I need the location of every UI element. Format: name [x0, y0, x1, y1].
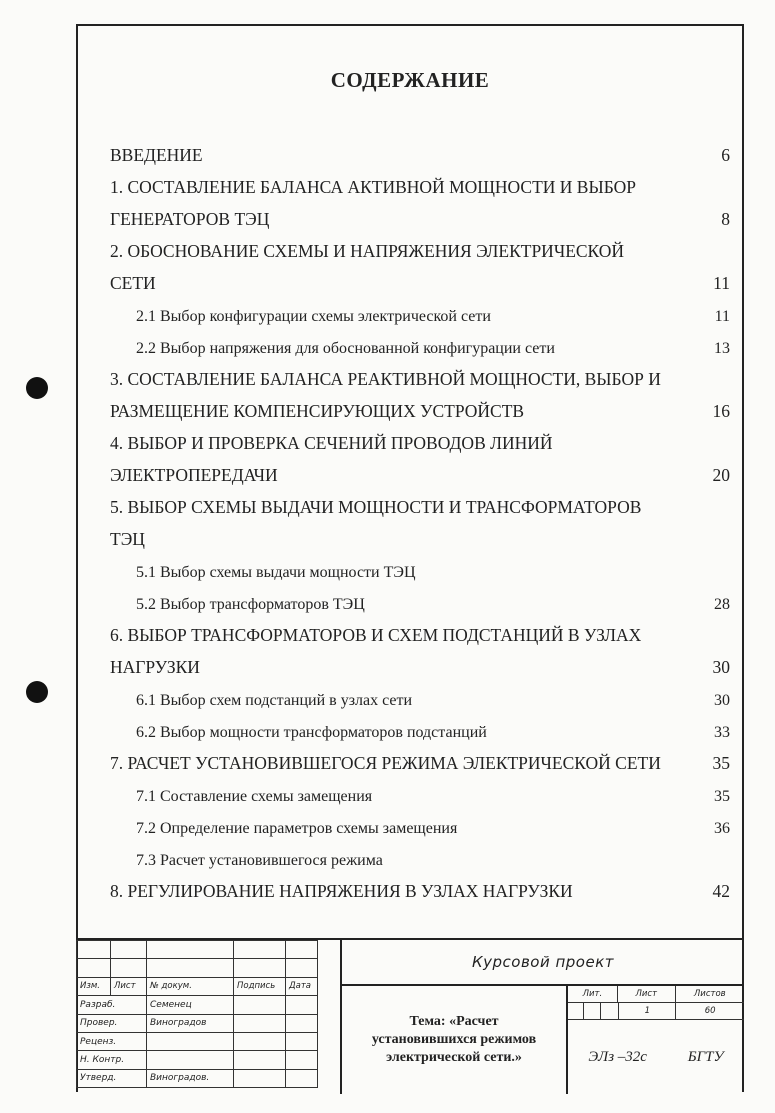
sheet-value: 1: [619, 1003, 676, 1019]
toc-page-number: 36: [714, 820, 730, 837]
toc-entry-text: 3. СОСТАВЛЕНИЕ БАЛАНСА РЕАКТИВНОЙ МОЩНОСТИ, ВЫБОР И: [110, 369, 661, 389]
toc-row: [110, 390, 730, 422]
toc-page-number: 20: [712, 465, 730, 485]
toc-entry-text: 7.3 Расчет установившегося режима: [136, 852, 383, 869]
toc-page-number: 42: [712, 881, 730, 901]
toc-entry-text: НАГРУЗКИ: [110, 657, 200, 677]
toc-entry-text: 8. РЕГУЛИРОВАНИЕ НАПРЯЖЕНИЯ В УЗЛАХ НАГРУЗКИ: [110, 881, 573, 901]
role-name: Виноградов: [147, 1014, 234, 1032]
header-list: Лист: [111, 977, 147, 995]
toc-row: [110, 230, 730, 262]
toc-row: [110, 774, 730, 806]
punch-hole-icon: [26, 377, 48, 399]
toc-entry-text: ВВЕДЕНИЕ: [110, 145, 203, 165]
group-code: ЭЛз –32с: [588, 1048, 647, 1065]
toc-entry-text: 7.1 Составление схемы замещения: [136, 788, 373, 805]
lit-label: Лит.: [568, 986, 618, 1002]
toc-entry-text: 5. ВЫБОР СХЕМЫ ВЫДАЧИ МОЩНОСТИ И ТРАНСФОРМАТОРОВ: [110, 497, 642, 517]
role-name: Виноградов.: [147, 1069, 234, 1087]
toc-entry-text: 6.2 Выбор мощности трансформаторов подстанций: [136, 724, 487, 741]
role-label: Н. Контр.: [77, 1051, 147, 1069]
header-doc: № докум.: [147, 977, 234, 995]
toc-entry-text: 5.1 Выбор схемы выдачи мощности ТЭЦ: [136, 564, 416, 581]
toc-page-number: 6: [721, 145, 730, 165]
role-name: Семенец: [147, 996, 234, 1014]
toc-entry-text: 6.1 Выбор схем подстанций в узлах сети: [136, 692, 413, 709]
toc-entry-text: 6. ВЫБОР ТРАНСФОРМАТОРОВ И СХЕМ ПОДСТАНЦИЙ В УЗЛАХ: [110, 625, 642, 645]
toc-row: [110, 646, 730, 678]
toc-entry-text: 5.2 Выбор трансформаторов ТЭЦ: [136, 596, 365, 613]
toc-row: [110, 806, 730, 838]
toc-entry-text: 4. ВЫБОР И ПРОВЕРКА СЕЧЕНИЙ ПРОВОДОВ ЛИНИЙ: [110, 433, 553, 453]
toc-row: [110, 454, 730, 486]
toc-page-number: 35: [714, 788, 730, 805]
toc-row: [110, 486, 730, 518]
toc-page-number: 8: [721, 209, 730, 229]
toc-row: [110, 678, 730, 710]
toc-row: [110, 870, 730, 902]
toc-entry-text: СЕТИ: [110, 273, 156, 293]
toc-page-number: 30: [714, 692, 730, 709]
theme-line: электрической сети.»: [386, 1050, 522, 1065]
university-name: БГТУ: [687, 1048, 724, 1065]
toc-page-number: 13: [714, 340, 730, 357]
toc-row: [110, 262, 730, 294]
toc-page-number: 28: [714, 596, 730, 613]
toc-row: [110, 838, 730, 870]
sheet-label: Лист: [618, 986, 676, 1002]
toc-row: [110, 326, 730, 358]
toc-row: [110, 294, 730, 326]
toc-entry-text: 2. ОБОСНОВАНИЕ СХЕМЫ И НАПРЯЖЕНИЯ ЭЛЕКТРИЧЕСКОЙ: [110, 241, 625, 261]
sheets-label: Листов: [693, 989, 726, 999]
toc-entry-text: 7.2 Определение параметров схемы замещения: [136, 820, 458, 837]
toc-page-number: 16: [712, 401, 730, 421]
toc-entry-text: 1. СОСТАВЛЕНИЕ БАЛАНСА АКТИВНОЙ МОЩНОСТИ И ВЫБОР: [110, 177, 637, 197]
page-title: СОДЕРЖАНИЕ: [330, 68, 490, 92]
theme-box: [340, 986, 566, 1094]
toc-entry-text: 7. РАСЧЕТ УСТАНОВИВШЕГОСЯ РЕЖИМА ЭЛЕКТРИЧЕСКОЙ СЕТИ: [110, 753, 661, 773]
sheet-info: [566, 986, 744, 1094]
toc-row: [110, 742, 730, 774]
role-name: [147, 1032, 234, 1050]
role-label: Провер.: [77, 1014, 147, 1032]
toc-page-number: 11: [713, 273, 730, 293]
toc-row: [110, 614, 730, 646]
toc-page-number: 30: [712, 657, 730, 677]
sheets-value: 60: [704, 1006, 716, 1016]
toc-row: [110, 166, 730, 198]
toc-entry-text: РАЗМЕЩЕНИЕ КОМПЕНСИРУЮЩИХ УСТРОЙСТВ: [110, 401, 525, 421]
toc-page-number: 35: [712, 753, 730, 773]
toc-page-number: 11: [714, 308, 730, 325]
toc-row: [110, 422, 730, 454]
toc-row: [110, 582, 730, 614]
toc-row: [110, 198, 730, 230]
theme-line: Тема: «Расчет: [409, 1014, 499, 1029]
header-sign: Подпись: [234, 977, 286, 995]
role-label: Реценз.: [77, 1032, 147, 1050]
toc-row: [110, 518, 730, 550]
title-block: [76, 938, 744, 1094]
toc-entry-text: ТЭЦ: [110, 529, 145, 549]
toc-entry-text: 2.2 Выбор напряжения для обоснованной конфигурации сети: [136, 340, 555, 357]
toc-row: [110, 710, 730, 742]
role-name: [147, 1051, 234, 1069]
theme-line: установившихся режимов: [371, 1032, 537, 1047]
role-label: Утверд.: [77, 1069, 147, 1087]
header-date: Дата: [286, 977, 318, 995]
toc-row: [110, 134, 730, 166]
table-of-contents: [110, 134, 730, 902]
toc-row: [110, 550, 730, 582]
toc-entry-text: 2.1 Выбор конфигурации схемы электрической сети: [136, 308, 491, 325]
toc-row: [110, 358, 730, 390]
toc-entry-text: ГЕНЕРАТОРОВ ТЭЦ: [110, 209, 270, 229]
header-izm: Изм.: [77, 977, 111, 995]
role-label: Разраб.: [77, 996, 147, 1014]
project-title: Курсовой проект: [340, 940, 744, 986]
toc-entry-text: ЭЛЕКТРОПЕРЕДАЧИ: [110, 465, 278, 485]
punch-hole-icon: [26, 681, 48, 703]
toc-page-number: 33: [714, 724, 730, 741]
